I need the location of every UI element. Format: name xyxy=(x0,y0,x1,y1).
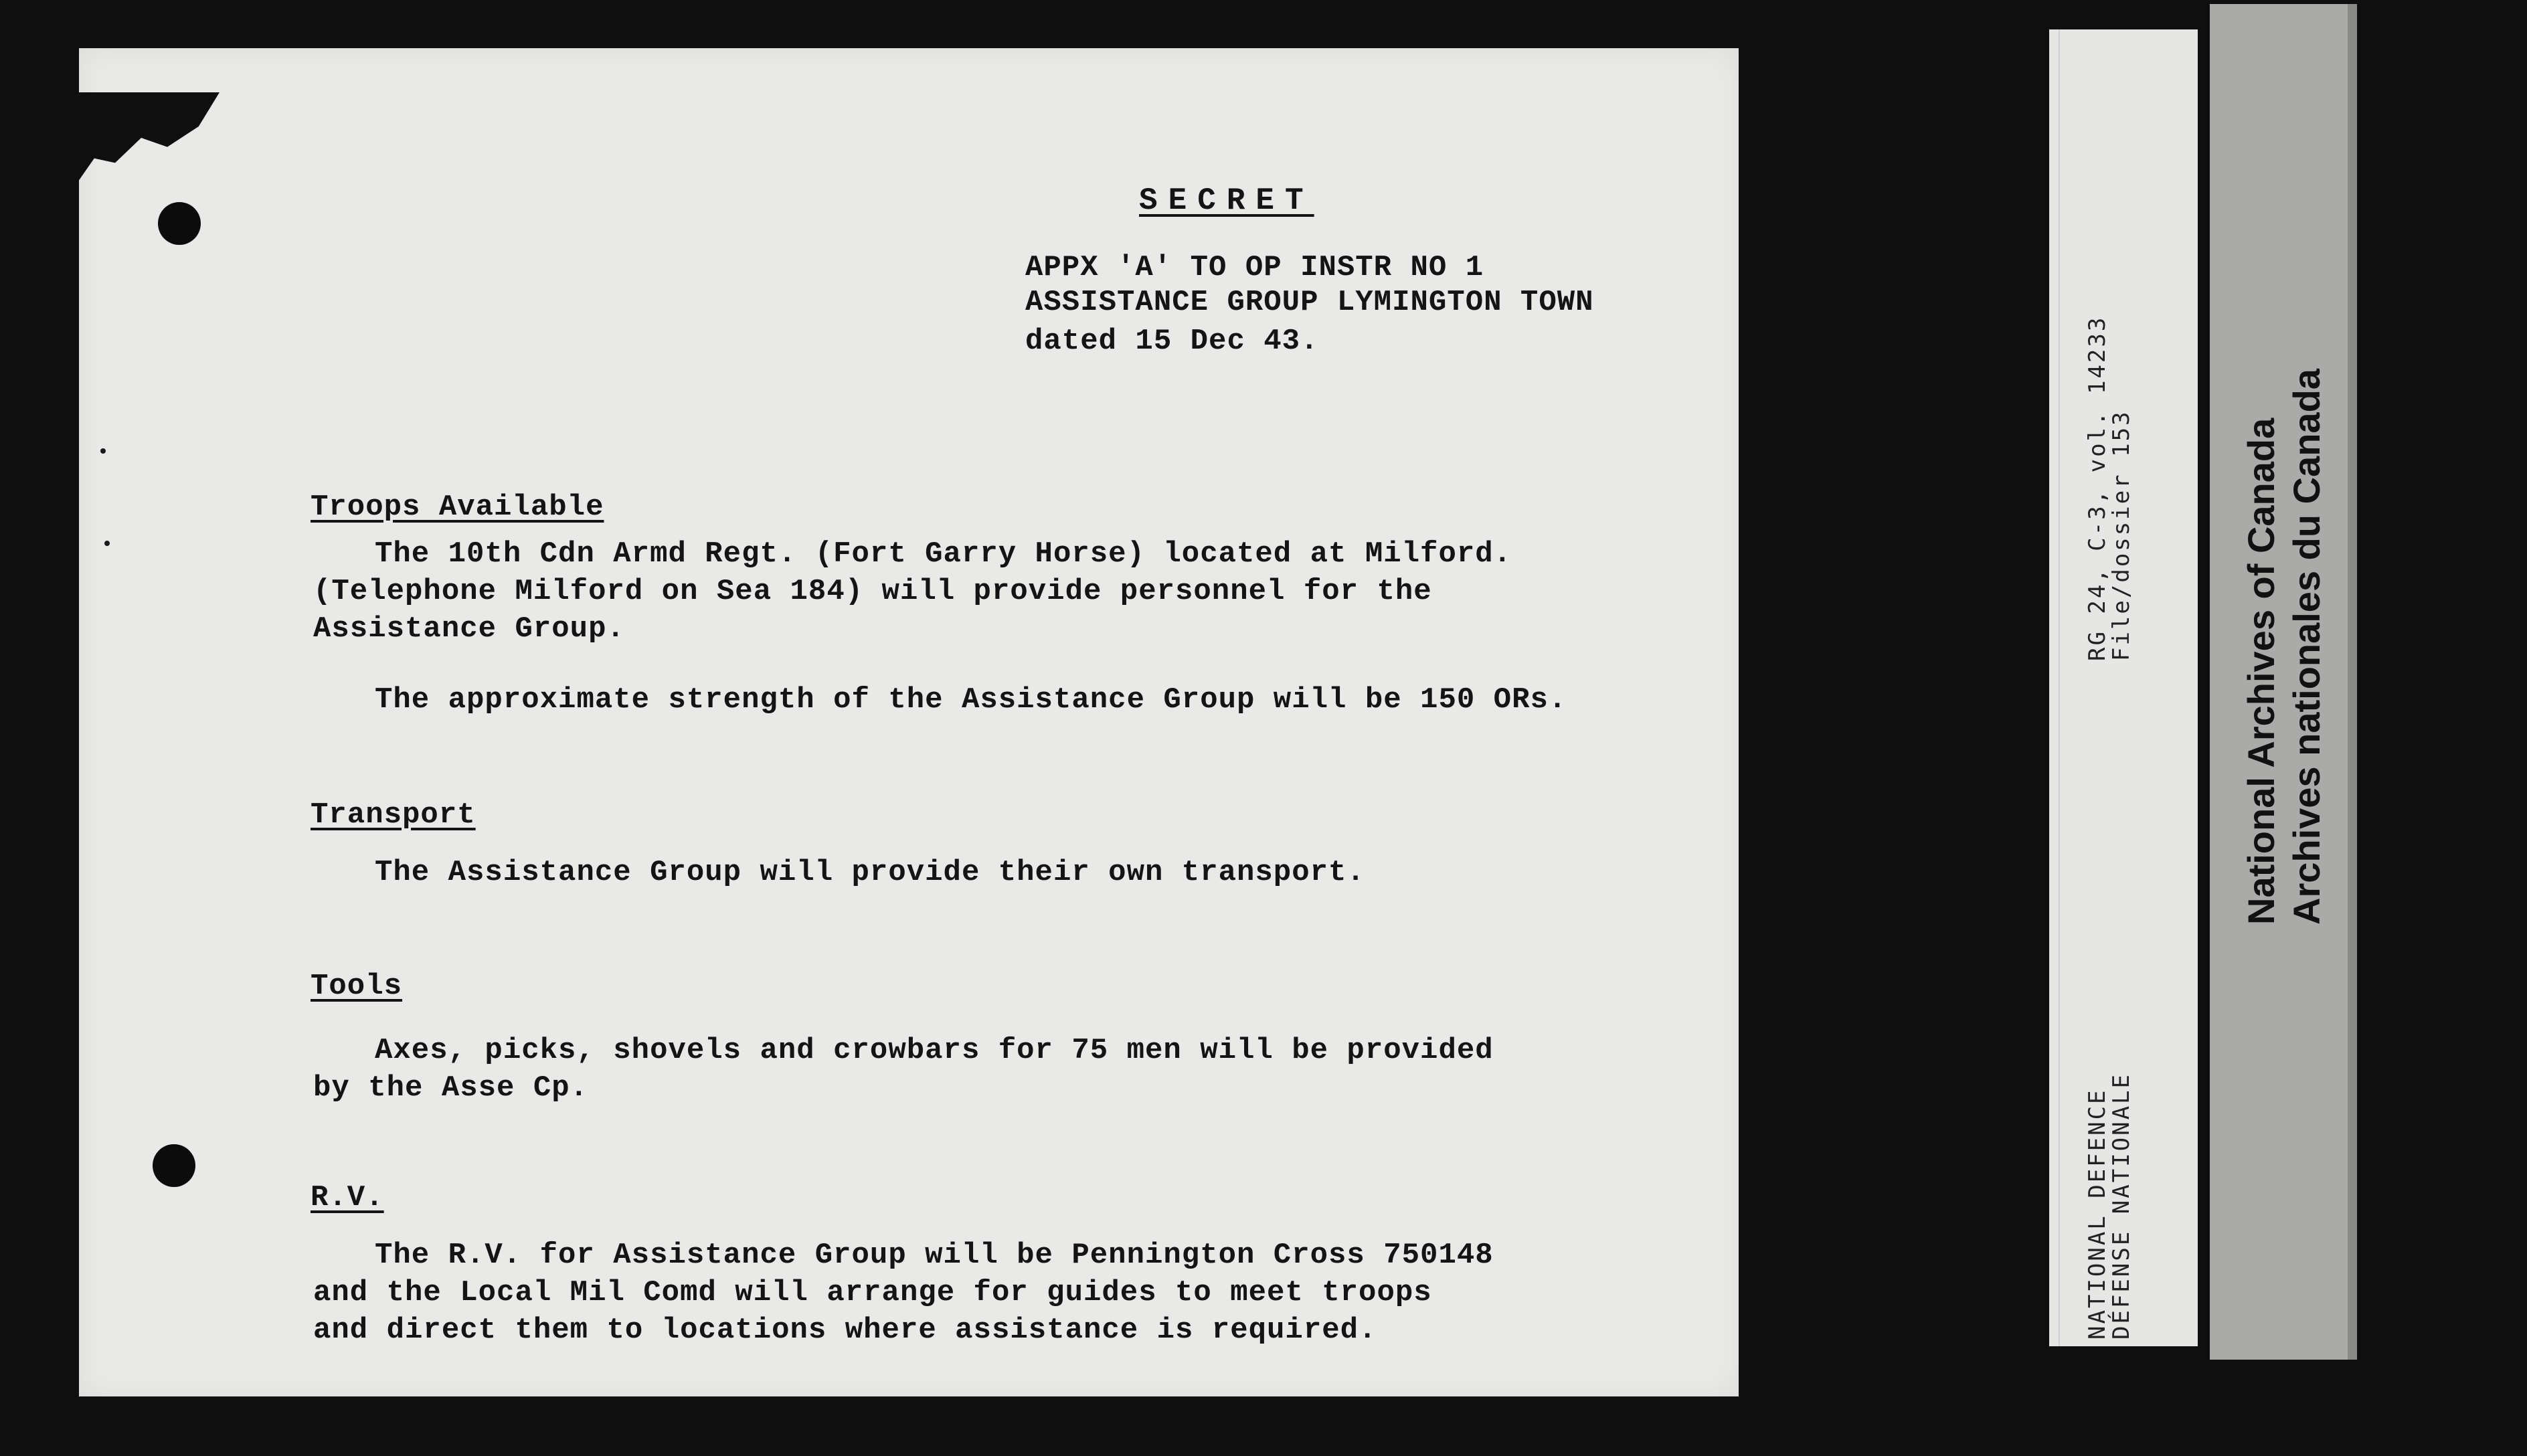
paragraph-line: The Assistance Group will provide their own transport. xyxy=(375,856,1365,889)
punch-hole xyxy=(153,1144,195,1187)
department-line-fr: DÉFENSE NATIONALE xyxy=(2108,1073,2135,1340)
section-heading-tools: Tools xyxy=(311,970,403,1003)
section-heading-troops: Troops Available xyxy=(311,490,604,524)
strip-edge xyxy=(2348,4,2357,1360)
reference-line-file: File/dossier 153 xyxy=(2108,410,2135,661)
speck xyxy=(104,541,110,546)
section-heading-transport: Transport xyxy=(311,798,476,832)
speck xyxy=(100,448,106,454)
header-line-date: dated 15 Dec 43. xyxy=(1025,325,1319,358)
paragraph-line: by the Asse Cp. xyxy=(313,1071,589,1105)
header-line-appendix: APPX 'A' TO OP INSTR NO 1 xyxy=(1025,251,1484,284)
paragraph-line: Assistance Group. xyxy=(313,612,625,646)
paragraph-line: Axes, picks, shovels and crowbars for 75 men will be provided xyxy=(375,1034,1494,1067)
header-line-group: ASSISTANCE GROUP LYMINGTON TOWN xyxy=(1025,286,1594,319)
paragraph-line: The 10th Cdn Armd Regt. (Fort Garry Horse) located at Milford. xyxy=(375,537,1512,571)
paragraph-line: and the Local Mil Comd will arrange for guides to meet troops xyxy=(313,1276,1432,1309)
paragraph-line: and direct them to locations where assistance is required. xyxy=(313,1313,1377,1347)
paragraph-line: The R.V. for Assistance Group will be Pennington Cross 750148 xyxy=(375,1239,1494,1272)
reference-line-volume: RG 24, C-3, vol. 14233 xyxy=(2084,315,2111,661)
archives-name-fr: Archives nationales du Canada xyxy=(2285,369,2328,925)
department-line-en: NATIONAL DEFENCE xyxy=(2084,1088,2111,1340)
section-heading-rv: R.V. xyxy=(311,1181,384,1214)
paragraph-line: (Telephone Milford on Sea 184) will provide personnel for the xyxy=(313,575,1432,608)
punch-hole xyxy=(158,202,201,245)
strip-divider xyxy=(2059,29,2060,1346)
classification-stamp: SECRET xyxy=(1139,183,1314,218)
paragraph-line: The approximate strength of the Assistance Group will be 150 ORs. xyxy=(375,683,1567,717)
archive-label-strip xyxy=(2210,4,2357,1360)
archives-name-en: National Archives of Canada xyxy=(2240,418,2282,925)
